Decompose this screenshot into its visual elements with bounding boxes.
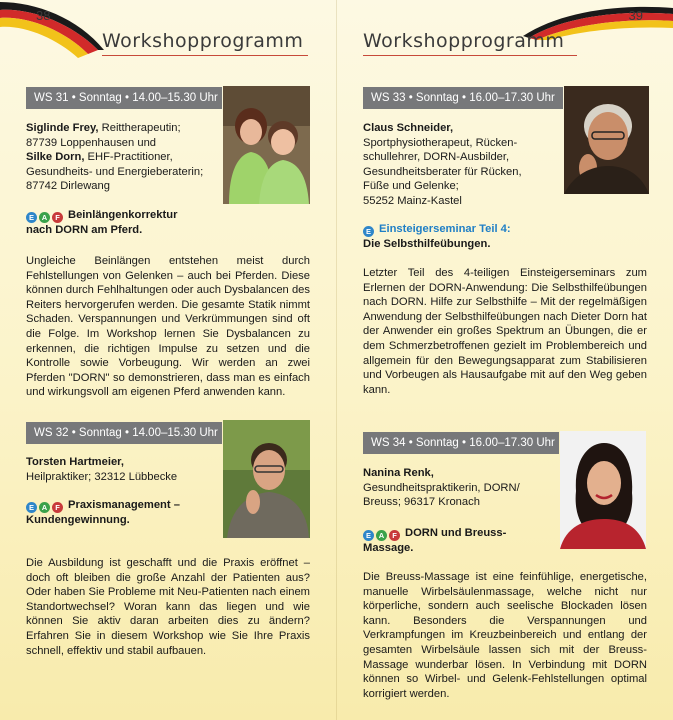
ws31-person2-role: EHF-Practitioner, xyxy=(84,151,173,164)
level-e-icon: E xyxy=(26,502,37,513)
ws31-topic-line2: nach DORN am Pferd. xyxy=(26,224,143,236)
title-rule xyxy=(363,55,577,56)
ws33-photo xyxy=(564,86,649,194)
ws34-role-line: Breuss; 96317 Kronach xyxy=(363,496,480,509)
ws32-header: WS 32 • Sonntag • 14.00–15.30 Uhr xyxy=(26,422,222,444)
ws33-speaker xyxy=(363,121,559,209)
ws33-header: WS 33 • Sonntag • 16.00–17.30 Uhr xyxy=(363,87,563,109)
level-e-icon: E xyxy=(363,226,374,237)
ws34-topic-line2: Massage. xyxy=(363,542,414,554)
ws34-topic xyxy=(363,526,563,556)
level-f-icon: F xyxy=(52,502,63,513)
ws31-person2-role2: Gesundheits- und Energieberaterin; xyxy=(26,165,204,178)
ws33-topic-line1: Einsteigerseminar Teil 4: xyxy=(379,223,511,235)
level-a-icon: A xyxy=(39,212,50,223)
level-icons xyxy=(26,502,63,513)
ws33-role-line: Sportphysiotherapeut, Rücken- xyxy=(363,136,518,149)
level-f-icon: F xyxy=(52,212,63,223)
ws32-person-role: Heilpraktiker; 32312 Lübbecke xyxy=(26,470,178,483)
level-e-icon: E xyxy=(26,212,37,223)
ws31-person1-name: Siglinde Frey, xyxy=(26,122,99,134)
level-icons xyxy=(363,226,374,237)
ws34-topic-line1: DORN und Breuss- xyxy=(405,527,507,539)
section-title: Workshopprogramm xyxy=(102,30,304,52)
ws31-speakers xyxy=(26,121,222,194)
ws32-topic xyxy=(26,498,226,528)
left-page xyxy=(0,0,336,720)
ws32-topic-line1: Praxismanagement – xyxy=(68,499,180,511)
ws31-photo xyxy=(223,86,310,204)
ws31-header: WS 31 • Sonntag • 14.00–15.30 Uhr xyxy=(26,87,222,109)
ws33-role-line: schullehrer, DORN-Ausbilder, xyxy=(363,151,510,164)
ws32-photo xyxy=(223,420,310,538)
ws33-topic xyxy=(363,222,583,252)
flag-swoosh-graphic xyxy=(0,0,110,60)
page-number: 39 xyxy=(628,8,643,23)
ws34-role-line: Gesundheitspraktikerin, DORN/ xyxy=(363,481,520,494)
title-rule xyxy=(102,55,308,56)
level-a-icon: A xyxy=(39,502,50,513)
level-f-icon: F xyxy=(389,530,400,541)
ws34-photo xyxy=(560,431,646,549)
ws32-person-name: Torsten Hartmeier, xyxy=(26,456,125,468)
ws33-topic-line2: Die Selbsthilfeübungen. xyxy=(363,238,491,250)
ws31-person2-address: 87742 Dirlewang xyxy=(26,180,110,193)
ws34-speaker xyxy=(363,466,559,510)
ws31-person1-address: 87739 Loppenhausen und xyxy=(26,136,157,149)
level-e-icon: E xyxy=(363,530,374,541)
ws32-topic-line2: Kundengewinnung. xyxy=(26,514,130,526)
ws33-role-line: 55252 Mainz-Kastel xyxy=(363,194,462,207)
ws33-role-line: Gesundheitsberater für Rücken, xyxy=(363,165,522,178)
ws31-topic-line1: Beinlängenkorrektur xyxy=(68,209,178,221)
right-page xyxy=(337,0,673,720)
section-title: Workshopprogramm xyxy=(363,30,565,52)
ws34-description: Die Breuss-Massage ist eine feinfühlige, energetische, manuelle Wirbelsäulenmassage, welche nicht nur körperliche, sondern auch seelische Blockaden lösen kann. Besonders die Verspannungen und Verkrampfungen im Kreuzbeinbereich und entlang der gesamten Wirbelsäule lassen sich mit der Breuss-Massage wunderbar lösen. In Verbindung mit DORN können so Wirbel- und Gelenk-Fehlstellungen optimal korrigiert werden. xyxy=(363,571,647,700)
ws34-header: WS 34 • Sonntag • 16.00–17.30 Uhr xyxy=(363,432,559,454)
ws33-person-name: Claus Schneider, xyxy=(363,122,454,134)
page-number: 38 xyxy=(36,8,51,23)
ws32-description: Die Ausbildung ist geschafft und die Praxis eröffnet – doch oft bleiben die große Anzahl der Patienten aus? Oder haben Sie Probleme mit Neu-Patienten nach einem Standortwechsel? Woran kann das liegen und wie können Sie aktiv daran arbeiten dies zu ändern? Erfahren Sie in diesem Workshop wie Sie Ihre Praxis schnell, effektiv und stabil aufbauen. xyxy=(26,557,310,657)
ws31-description: Ungleiche Beinlängen entstehen meist durch Fehlstellungen von Gelenken – auch bei Pferden. Diese können durch Fehlhaltungen oder auch Dysbalancen des Reiters hervorgerufen werden. Die gesamte Statik nimmt Schaden. Verspannungen und Verkrümmungen sind oft die Folge. Im Workshop lernen Sie Dysbalancen zu erkennen, die richtigen Impulse zu setzen und die Kontrolle sowie Vorbeugung. Wir werden an zwei Pferden "DORN" so demonstrieren, dass man es einfach und wirkungsvoll am eigenen Pferd anwenden kann. xyxy=(26,255,310,399)
ws31-person1-role: Reittherapeutin; xyxy=(98,122,181,134)
level-icons xyxy=(363,530,400,541)
ws33-role-line: Füße und Gelenke; xyxy=(363,180,459,193)
level-a-icon: A xyxy=(376,530,387,541)
level-icons xyxy=(26,212,63,223)
ws31-person2-name: Silke Dorn, xyxy=(26,151,85,164)
ws32-speaker xyxy=(26,455,222,484)
ws34-person-name: Nanina Renk, xyxy=(363,467,434,479)
ws33-description: Letzter Teil des 4-teiligen Einsteigerseminars zum Erlernen der DORN-Anwendung: Die Selbsthilfeübungen nach DORN. Hilfe zur Selbsthilfe – Mit der regelmäßigen Anwendung der Selbsthilfeübungen nach Dieter Dorn hat der Anwender ein großes Spektrum an Übungen, die er dem Schmerzbetroffenen gezielt im Problembereich und allgemein für den Bewegungsapparat zum Stabilisieren und Vorbeugen als Hausaufgabe mit auf den Weg geben kann. xyxy=(363,267,647,396)
ws31-topic xyxy=(26,208,226,238)
